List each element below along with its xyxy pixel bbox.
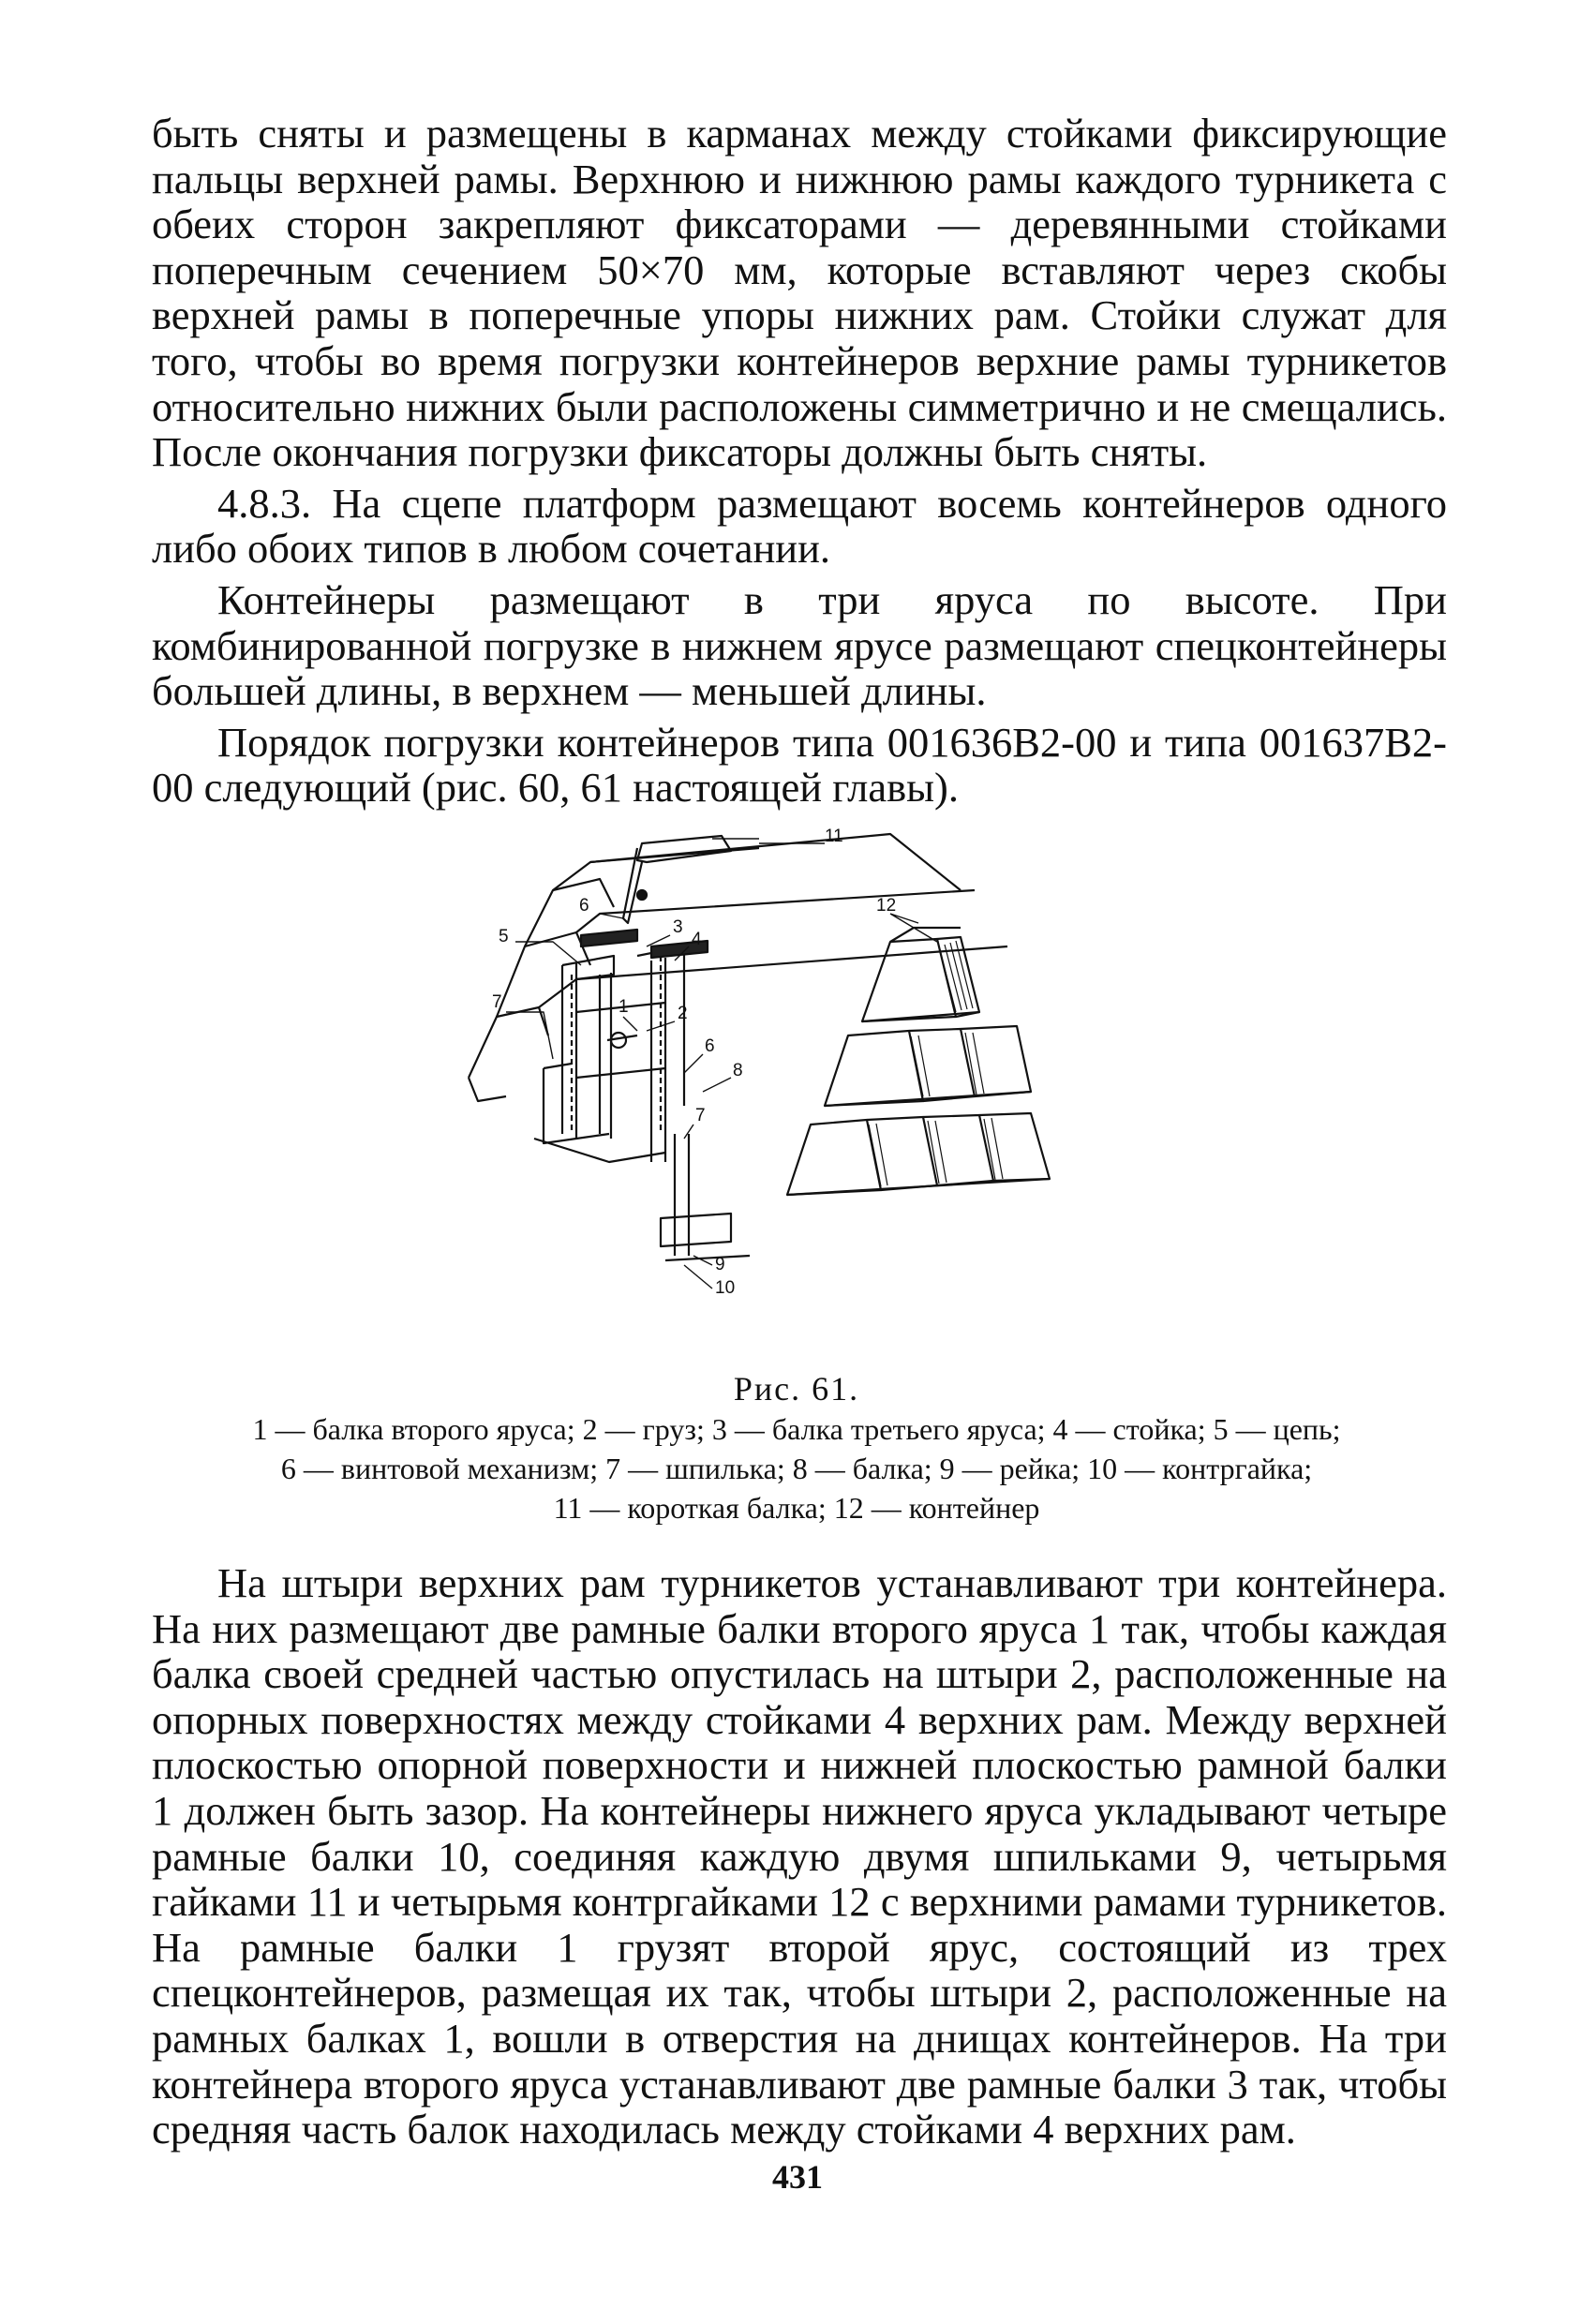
figure-label-7-right: 7 [695,1106,706,1125]
figure-label-12: 12 [876,896,897,916]
paragraph-3: Контейнеры размещают в три яруса по высоте. При комбинированной погрузке в нижнем ярусе размещают спецконтейнеры большей длины, в верхнем — меньшей длины. [152,575,1447,715]
figure-label-1: 1 [619,997,629,1017]
figure-label-11: 11 [825,827,843,846]
turnstile-frame [534,946,750,1260]
container-loading-diagram [450,825,1162,1335]
figure-label-4: 4 [692,930,702,949]
figure-label-8: 8 [733,1061,743,1080]
caption-legend-line-2: 6 — винтовой механизм; 7 — шпилька; 8 — балка; 9 — рейка; 10 — контргайка; [280,1452,1313,1485]
figure-label-7-left: 7 [492,992,502,1012]
caption-legend-line-1: 1 — балка второго яруса; 2 — груз; 3 — балка третьего яруса; 4 — стойка; 5 — цепь; [252,1412,1341,1446]
page-number: 431 [772,2158,823,2196]
caption-title: Рис. 61. [733,1370,860,1408]
paragraph-4: Порядок погрузки контейнеров типа 001636В2-00 и типа 001637В2-00 следующий (рис. 60, 61 настоящей главы). [152,718,1447,812]
top-text-block [152,111,1447,811]
right-container-stack [787,928,1050,1195]
figure-label-10: 10 [715,1278,736,1298]
figure-label-2: 2 [678,1004,688,1023]
figure-label-5: 5 [499,927,509,946]
figure-label-9: 9 [715,1255,725,1274]
hatching [869,941,1003,1186]
paragraph-2: 4.8.3. На сцепе платформ размещают восемь контейнеров одного либо обоих типов в любом сочетании. [152,479,1447,573]
left-container-outline [469,1007,548,1078]
bottom-text-block [152,1560,1447,2153]
figure-label-6-bottom: 6 [705,1036,715,1056]
figure-label-3: 3 [673,917,683,937]
paragraph-1: быть сняты и размещены в карманах между стойками фиксирующие пальцы верхней рамы. Верхнюю и нижнюю рамы каждого турникета с обеих сторон закрепляют фиксаторами — деревянными стойками поперечным сечением 50×70 мм, которые вставляют через скобы верхней рамы в поперечные упоры нижних рам. Стойки служат для того, чтобы во время погрузки контейнеров верхние рамы турникетов относительно нижних были расположены симметрично и не смещались. После окончания погрузки фиксаторы должны быть сняты. [152,110,1447,476]
figure-caption [141,1368,1453,1527]
figure-label-6-top: 6 [579,896,589,916]
paragraph-5: На штыри верхних рам турникетов устанавливают три контейнера. На них размещают две рамные балки второго яруса 1 так, чтобы каждая балка своей средней частью опустилась на штыри 2, расположенные на опорных поверхностях между стойками 4 верхних рам. Между верхней плоскостью опорной поверхности и нижней плоскостью рамной балки 1 должен быть зазор. На контейнеры нижнего яруса укладывают четыре рамные балки 10, соединяя каждую двумя шпильками 9, четырьмя гайками 11 и четырьмя контргайками 12 с верхними рамами турникетов. На рамные балки 1 грузят второй ярус, состоящий из трех спецконтейнеров, размещая их так, чтобы штыри 2, расположенные на рамных балках 1, вошли в отверстия на днищах контейнеров. На три контейнера второго яруса устанавливают две рамные балки 3 так, чтобы средняя часть балок находилась между стойками 4 верхних рам. [152,1559,1447,2153]
caption-legend-line-3: 11 — короткая балка; 12 — контейнер [553,1491,1040,1525]
figure-61-drawing [450,825,1162,1335]
